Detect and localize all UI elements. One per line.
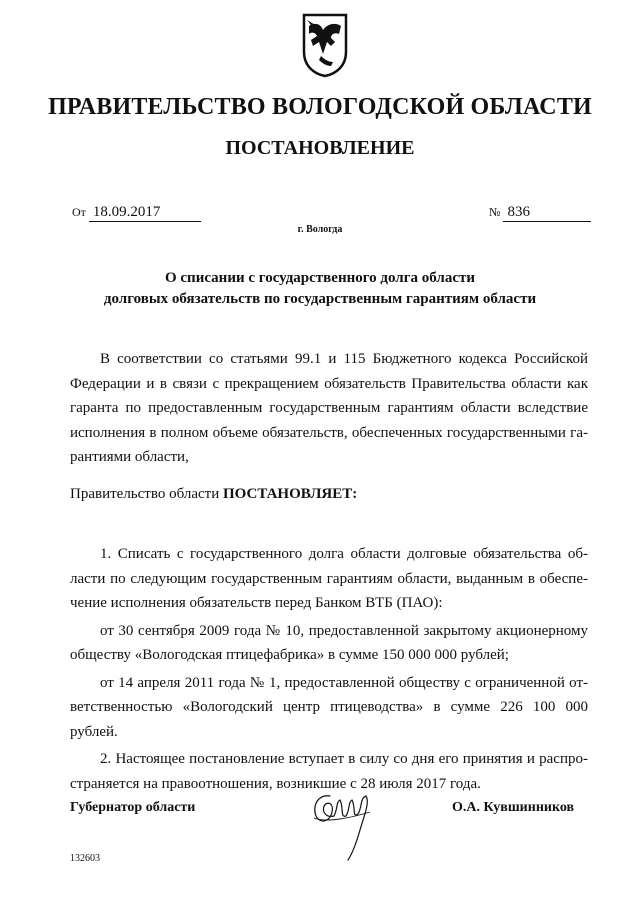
number-field	[489, 204, 591, 222]
item-2-line: страняется на правоотношения, возникшие с 28 июля 2017 года.	[70, 775, 481, 792]
signatory-title: Губернатор области	[70, 800, 196, 815]
preamble-line: В соответствии со статьями 99.1 и 115 Бюджетного кодекса Российской	[100, 351, 588, 367]
vologda-coat-of-arms-icon	[301, 12, 349, 78]
resolve-line	[70, 486, 357, 503]
document-code: 132603	[70, 853, 100, 864]
item-2-line: 2. Настоящее постановление вступает в силу со дня его принятия и распро-	[100, 751, 588, 767]
subject-line-1: О списании с государственного долга области	[164, 270, 475, 286]
government-title: ПРАВИТЕЛЬСТВО ВОЛОГОДСКОЙ ОБЛАСТИ	[48, 94, 592, 120]
item-1a-line: обществу «Вологодская птицефабрика» в сумме 150 000 000 рублей;	[70, 647, 509, 663]
document-date: 18.09.2017	[89, 204, 201, 222]
number-prefix: №	[489, 205, 501, 219]
preamble-paragraph	[70, 347, 588, 470]
item-1a-line: от 30 сентября 2009 года № 10, предоставленной закрытому акционерному	[100, 622, 588, 639]
signatory-name: О.А. Кувшинников	[452, 800, 575, 815]
item-1-line: ласти по следующим государственным гарантиям области, выданным в обеспе-	[70, 570, 588, 587]
document-number: 836	[503, 204, 591, 222]
date-field	[72, 204, 201, 222]
preamble-line: исполнения в полном объеме обязательств, обеспеченных государственными га-	[70, 424, 588, 441]
item-1b-line: ветственностью «Вологодский центр птицеводства» в сумме 226 100 000 рублей.	[70, 699, 588, 740]
handwritten-signature-icon	[300, 782, 386, 862]
preamble-line: Федерации и в связи с прекращением обязательств Правительства области как	[70, 375, 588, 392]
preamble-line: гаранта по предоставленным государственным гарантиям области вследствие	[70, 400, 588, 416]
item-1b-line: от 14 апреля 2011 года № 1, предоставленной обществу с ограниченной от-	[100, 674, 588, 691]
resolve-word: ПОСТАНОВЛЯЕТ:	[222, 486, 358, 502]
item-1-line: чение исполнения обязательств перед Банком ВТБ (ПАО):	[70, 595, 443, 611]
document-type: ПОСТАНОВЛЕНИЕ	[225, 137, 415, 159]
item-1-line: 1. Списать с государственного долга области долговые обязательства об-	[100, 546, 588, 562]
resolution-items	[70, 542, 588, 796]
preamble-line: рантиями области,	[70, 449, 189, 465]
date-prefix: От	[72, 205, 86, 219]
city-label: г. Вологда	[297, 224, 343, 235]
document-subject	[0, 268, 640, 310]
resolve-prefix: Правительство области	[70, 486, 223, 502]
subject-line-2: долговых обязательств по государственным гарантиям области	[103, 291, 537, 307]
